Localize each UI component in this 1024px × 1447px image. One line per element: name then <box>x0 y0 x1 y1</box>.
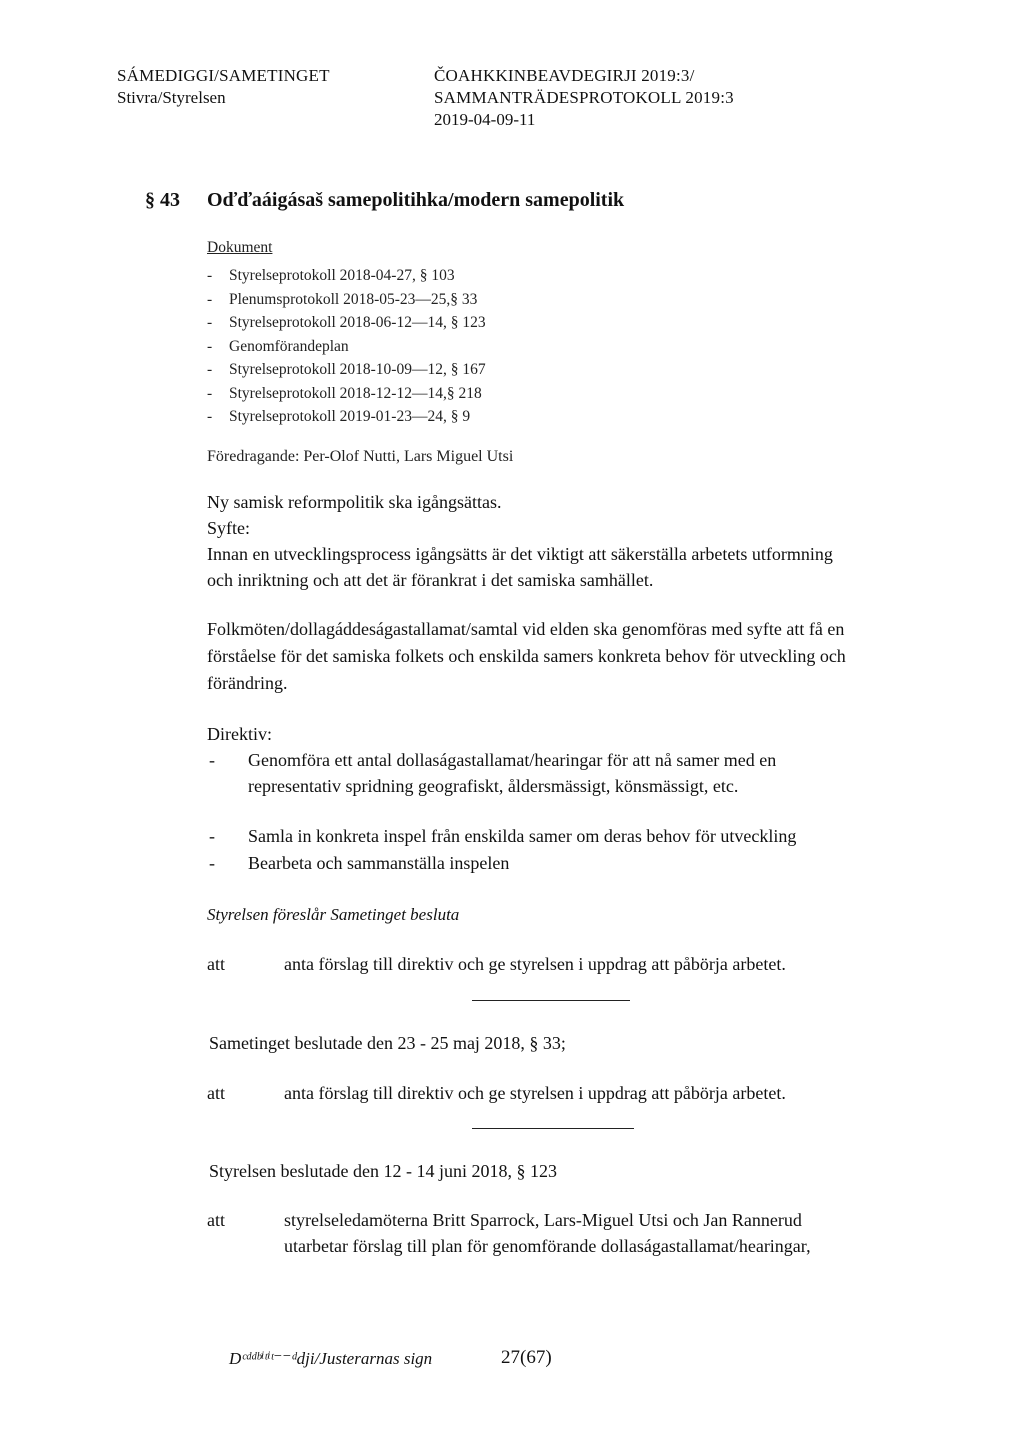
documents-list <box>207 264 486 429</box>
proposal-text: anta förslag till direktiv och ge styrelsen i uppdrag att påbörja arbetet. <box>284 954 786 974</box>
directive-item-1-line-2: representativ spridning geografiskt, åldersmässigt, könsmässigt, etc. <box>248 776 739 796</box>
meetings-line-1: Folkmöten/dollagáddeságastallamat/samtal vid elden ska genomföras med syfte att få en <box>207 619 845 639</box>
board-decision-line-1: styrelseledamöterna Britt Sparrock, Lars-Miguel Utsi och Jan Rannerud <box>284 1210 802 1230</box>
plenary-decision-heading: Sametinget beslutade den 23 - 25 maj 2018, § 33; <box>209 1033 566 1053</box>
separator-line <box>472 1000 630 1001</box>
board-decision-heading: Styrelsen beslutade den 12 - 14 juni 2018, § 123 <box>209 1161 557 1181</box>
documents-heading: Dokument <box>207 239 273 256</box>
section-number: § 43 <box>145 189 180 211</box>
meeting-date: 2019-04-09-11 <box>434 110 536 129</box>
directive-item-3: Bearbeta och sammanställa inspelen <box>248 853 510 873</box>
signature-label: Dᶜᵈᵈᵇⁱᵗⁱᵗ⁻⁻ᵈdji/Justerarnas sign <box>229 1349 433 1368</box>
directive-dash: - <box>209 750 215 770</box>
board-decision-att: att <box>207 1210 225 1230</box>
directive-dash: - <box>209 853 215 873</box>
directive-dash: - <box>209 826 215 846</box>
meetings-line-2: förståelse för det samiska folkets och enskilda samers konkreta behov för utveckling och <box>207 646 846 666</box>
document-item: - Styrelseprotokoll 2018-12-12—14,§ 218 <box>207 384 482 402</box>
presenters: Föredragande: Per-Olof Nutti, Lars Miguel Utsi <box>207 448 514 465</box>
document-item: - Plenumsprotokoll 2018-05-23—25,§ 33 <box>207 290 478 308</box>
organization-name: SÁMEDIGGI/SAMETINGET <box>117 66 330 85</box>
directive-item-1-line-1: Genomföra ett antal dollaságastallamat/hearingar för att nå samer med en <box>248 750 777 770</box>
plenary-decision-att: att <box>207 1083 225 1103</box>
purpose-line-2: och inriktning och att det är förankrat i det samiska samhället. <box>207 570 654 590</box>
proposal-att: att <box>207 954 225 974</box>
separator-line <box>472 1128 634 1129</box>
directive-item-2: Samla in konkreta inspel från enskilda samer om deras behov för utveckling <box>248 826 797 846</box>
intro-text: Ny samisk reformpolitik ska igångsättas. <box>207 492 502 512</box>
directive-label: Direktiv: <box>207 724 272 744</box>
page-number: 27(67) <box>501 1347 552 1368</box>
document-item: - Styrelseprotokoll 2018-04-27, § 103 <box>207 267 455 284</box>
protocol-title-swedish: SAMMANTRÄDESPROTOKOLL 2019:3 <box>434 88 734 107</box>
protocol-title-sami: ČOAHKKINBEAVDEGIRJI 2019:3/ <box>434 66 695 85</box>
purpose-label: Syfte: <box>207 518 250 538</box>
purpose-line-1: Innan en utvecklingsprocess igångsätts är det viktigt att säkerställa arbetets utformning <box>207 544 833 564</box>
document-item: - Genomförandeplan <box>207 337 349 355</box>
plenary-decision-text: anta förslag till direktiv och ge styrelsen i uppdrag att påbörja arbetet. <box>284 1083 786 1103</box>
organization-unit: Stivra/Styrelsen <box>117 88 226 107</box>
proposal-heading: Styrelsen föreslår Sametinget besluta <box>207 905 460 924</box>
board-decision-line-2: utarbetar förslag till plan för genomförande dollaságastallamat/hearingar, <box>284 1236 811 1256</box>
meetings-line-3: förändring. <box>207 673 288 693</box>
document-item: - Styrelseprotokoll 2019-01-23—24, § 9 <box>207 408 471 425</box>
document-item: - Styrelseprotokoll 2018-06-12—14, § 123 <box>207 314 486 331</box>
document-item: - Styrelseprotokoll 2018-10-09—12, § 167 <box>207 361 486 378</box>
section-title: Oďďaáigásaš samepolitihka/modern samepolitik <box>207 189 625 211</box>
